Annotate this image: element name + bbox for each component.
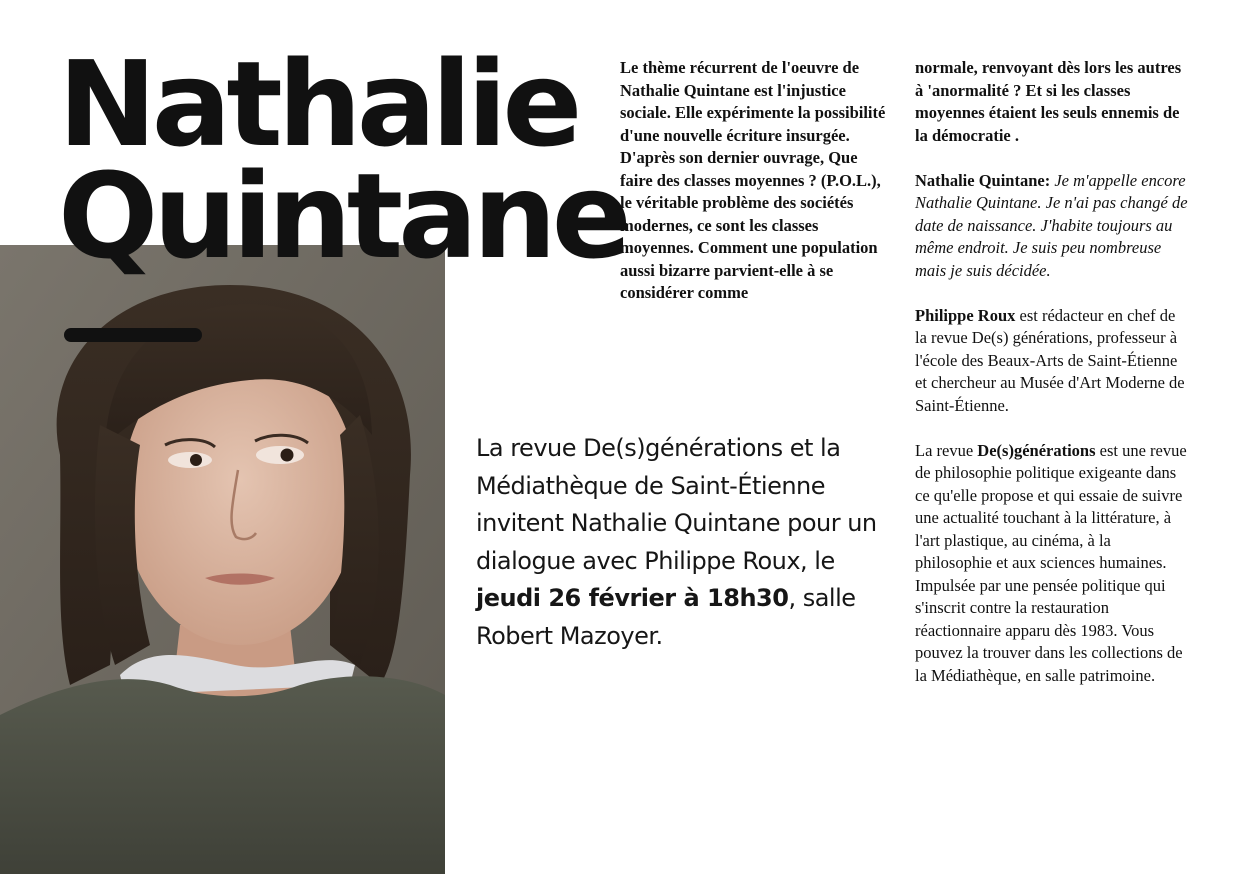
revue-name: De(s)générations (977, 440, 1096, 460)
revue-intro: La revue (915, 440, 974, 460)
decorative-rule (64, 328, 202, 342)
roux-bio-paragraph (915, 305, 1190, 418)
theme-paragraph: Le thème récurrent de l'oeuvre de Nathalie Quintane est l'injustice sociale. Elle expérimente la possibilité d'une nouvelle écriture insurgée. D'après son dernier ouvrage, Que faire des classes moyennes ? (P.O.L.), le véritable problème des sociétés modernes, ce sont les classes moyennes. Comment une population aussi bizarre parvient-elle à se considérer comme (620, 58, 886, 302)
invitation-lead: La revue De(s)générations et la Médiathèque de Saint-Étienne invitent Nathalie Quintane pour un dialogue avec Philippe Roux, le (476, 434, 877, 575)
theme-continuation: normale, renvoyant dès lors les autres à 'anormalité ? Et si les classes moyennes étaient les seuls ennemis de la démocratie . (915, 58, 1182, 145)
page-title (58, 35, 627, 285)
quote-text: Je m'appelle encore Nathalie Quintane. Je n'ai pas changé de date de naissance. J'habite toujours au même endroit. Je suis peu nombreuse mais je suis décidée. (915, 170, 1188, 280)
title-line-first-name: Nathalie (58, 35, 578, 173)
invitation-text (476, 430, 896, 655)
roux-bio-text: est rédacteur en chef de la revue De(s) générations, professeur à l'école des Beaux-Arts de Saint-Étienne et chercheur au Musée d'Art Moderne de Saint-Étienne. (915, 305, 1185, 415)
event-date-time: jeudi 26 février à 18h30 (476, 584, 789, 612)
event-location: , salle Robert Mazoyer. (476, 584, 856, 650)
revue-description: est une revue de philosophie politique exigeante dans ce qu'elle propose et qui essaie de suivre une actualité touchant à la littérature, à l'art plastique, au cinéma, à la philosophie et aux sciences humaines. Impulsée par une pensée politique qui s'inscrit contre la restauration réactionnaire apparu dès 1983. Vous pouvez la trouver dans les collections de la Médiathèque, en salle patrimoine. (915, 440, 1187, 685)
column-right-text (915, 57, 1190, 710)
title-line-last-name: Quintane (58, 147, 627, 285)
quote-paragraph (915, 170, 1190, 283)
roux-name: Philippe Roux (915, 305, 1016, 325)
revue-paragraph (915, 440, 1190, 688)
column-middle-text (620, 57, 892, 305)
quote-author: Nathalie Quintane: (915, 170, 1051, 190)
